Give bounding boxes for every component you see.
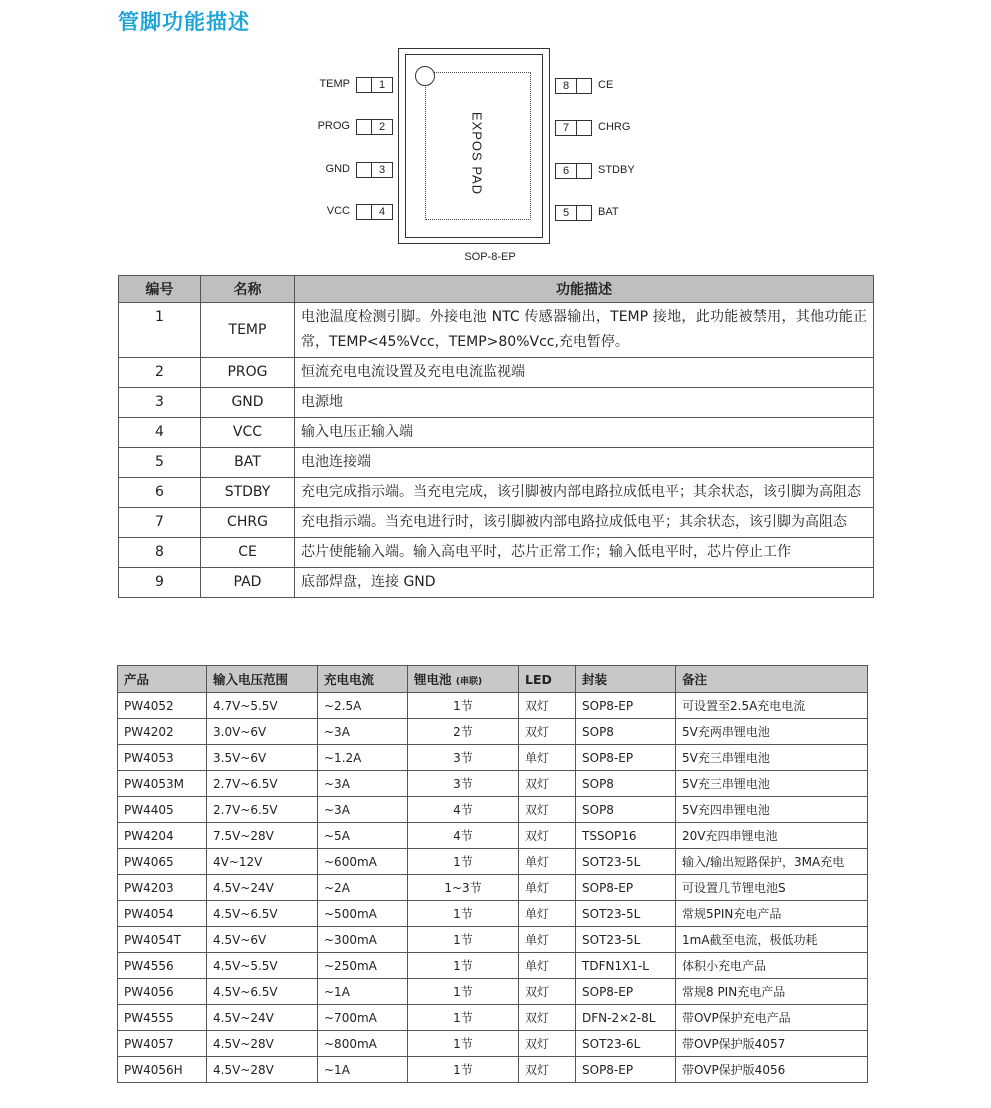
product-cell: PW4556 (118, 953, 207, 979)
table-row (118, 849, 868, 875)
product-cell: PW4052 (118, 693, 207, 719)
note-cell: 带OVP保护版4056 (676, 1057, 868, 1083)
package-cell: SOP8-EP (576, 875, 676, 901)
led-cell: 单灯 (519, 849, 576, 875)
pin-number: 4 (371, 204, 393, 220)
package-cell: SOP8-EP (576, 745, 676, 771)
current-cell: ~3A (318, 719, 408, 745)
pin-6 (550, 163, 650, 179)
current-cell: ~1.2A (318, 745, 408, 771)
table-row (119, 388, 874, 418)
package-cell: SOT23-5L (576, 901, 676, 927)
product-cell: PW4204 (118, 823, 207, 849)
cells-cell: 4节 (408, 797, 519, 823)
voltage-cell: 3.0V~6V (207, 719, 318, 745)
header-text: 锂电池 (414, 672, 452, 687)
table-row (119, 478, 874, 508)
current-cell: ~2A (318, 875, 408, 901)
pin-lead (356, 119, 372, 135)
pin-name: BAT (598, 206, 619, 218)
table-row (119, 568, 874, 598)
package-cell: DFN-2×2-8L (576, 1005, 676, 1031)
table-row (119, 538, 874, 568)
voltage-cell: 2.7V~6.5V (207, 797, 318, 823)
cells-cell: 1节 (408, 1057, 519, 1083)
current-cell: ~1A (318, 1057, 408, 1083)
table-row (119, 418, 874, 448)
table-row (119, 358, 874, 388)
pin-lead (356, 204, 372, 220)
table-row (118, 979, 868, 1005)
header-subtext: (串联) (455, 677, 483, 687)
led-cell: 双灯 (519, 1031, 576, 1057)
pin-description-cell: 充电完成指示端。当充电完成，该引脚被内部电路拉成低电平；其余状态，该引脚为高阻态 (295, 478, 874, 508)
product-cell: PW4405 (118, 797, 207, 823)
header-cell: 产品 (118, 666, 207, 693)
current-cell: ~3A (318, 771, 408, 797)
note-cell: 体积小充电产品 (676, 953, 868, 979)
pin-name: STDBY (598, 164, 635, 176)
package-cell: SOP8 (576, 771, 676, 797)
table-row (118, 953, 868, 979)
led-cell: 双灯 (519, 979, 576, 1005)
product-cell: PW4054T (118, 927, 207, 953)
package-cell: SOP8-EP (576, 1057, 676, 1083)
pin-2 (300, 119, 398, 135)
package-cell: TDFN1X1-L (576, 953, 676, 979)
table-row (118, 927, 868, 953)
package-cell: SOP8-EP (576, 979, 676, 1005)
pin1-marker-icon (415, 66, 435, 86)
cells-cell: 1节 (408, 953, 519, 979)
voltage-cell: 4.5V~6V (207, 927, 318, 953)
pin-3 (300, 162, 398, 178)
pin-number: 6 (555, 163, 577, 179)
pin-description-cell: 电池连接端 (295, 448, 874, 478)
voltage-cell: 4.5V~5.5V (207, 953, 318, 979)
table-row (118, 693, 868, 719)
package-cell: SOT23-5L (576, 927, 676, 953)
table-header-row (118, 666, 868, 693)
table-header-row (119, 276, 874, 303)
note-cell: 5V充四串锂电池 (676, 797, 868, 823)
pin-lead (576, 120, 592, 136)
cells-cell: 2节 (408, 719, 519, 745)
voltage-cell: 4.7V~5.5V (207, 693, 318, 719)
led-cell: 单灯 (519, 953, 576, 979)
current-cell: ~800mA (318, 1031, 408, 1057)
pin-description-cell: 底部焊盘，连接 GND (295, 568, 874, 598)
note-cell: 可设置几节锂电池S (676, 875, 868, 901)
pin-name-cell: PROG (201, 358, 295, 388)
voltage-cell: 3.5V~6V (207, 745, 318, 771)
note-cell: 1mA截至电流，极低功耗 (676, 927, 868, 953)
product-cell: PW4054 (118, 901, 207, 927)
cells-cell: 3节 (408, 771, 519, 797)
pad-label: EXPOS PAD (469, 111, 485, 196)
note-cell: 5V充三串锂电池 (676, 745, 868, 771)
package-cell: TSSOP16 (576, 823, 676, 849)
pin-number-cell: 1 (119, 303, 201, 358)
led-cell: 双灯 (519, 1057, 576, 1083)
pin-description-cell: 充电指示端。当充电进行时，该引脚被内部电路拉成低电平；其余状态，该引脚为高阻态 (295, 508, 874, 538)
table-row (118, 719, 868, 745)
table-row (118, 1005, 868, 1031)
pin-number: 2 (371, 119, 393, 135)
pin-lead (356, 162, 372, 178)
package-cell: SOT23-6L (576, 1031, 676, 1057)
note-cell: 带OVP保护版4057 (676, 1031, 868, 1057)
pin-number-cell: 2 (119, 358, 201, 388)
pin-8 (550, 78, 650, 94)
led-cell: 双灯 (519, 719, 576, 745)
current-cell: ~500mA (318, 901, 408, 927)
package-cell: SOT23-5L (576, 849, 676, 875)
table-row (118, 1031, 868, 1057)
note-cell: 带OVP保护充电产品 (676, 1005, 868, 1031)
voltage-cell: 4V~12V (207, 849, 318, 875)
pin-name-cell: CE (201, 538, 295, 568)
voltage-cell: 7.5V~28V (207, 823, 318, 849)
pin-name: CE (598, 79, 614, 91)
pin-name: VCC (326, 205, 350, 217)
product-cell: PW4065 (118, 849, 207, 875)
pin-name: PROG (317, 120, 350, 132)
voltage-cell: 4.5V~24V (207, 875, 318, 901)
product-table (117, 665, 868, 1083)
table-row (118, 797, 868, 823)
pin-name-cell: TEMP (201, 303, 295, 358)
current-cell: ~700mA (318, 1005, 408, 1031)
cells-cell: 3节 (408, 745, 519, 771)
note-cell: 5V充三串锂电池 (676, 771, 868, 797)
voltage-cell: 4.5V~24V (207, 1005, 318, 1031)
product-cell: PW4053M (118, 771, 207, 797)
pin-description-cell: 输入电压正输入端 (295, 418, 874, 448)
package-cell: SOP8 (576, 797, 676, 823)
pin-number-cell: 7 (119, 508, 201, 538)
pin-lead (576, 163, 592, 179)
pin-name: CHRG (598, 121, 631, 133)
note-cell: 5V充两串锂电池 (676, 719, 868, 745)
product-cell: PW4203 (118, 875, 207, 901)
pin-number-cell: 5 (119, 448, 201, 478)
product-cell: PW4057 (118, 1031, 207, 1057)
pin-5 (550, 205, 650, 221)
pin-number-cell: 8 (119, 538, 201, 568)
package-label: SOP-8-EP (464, 251, 516, 263)
table-row (118, 823, 868, 849)
note-cell: 常规8 PIN充电产品 (676, 979, 868, 1005)
current-cell: ~1A (318, 979, 408, 1005)
table-row (119, 508, 874, 538)
cells-cell: 1节 (408, 927, 519, 953)
pin-lead (356, 77, 372, 93)
product-cell: PW4053 (118, 745, 207, 771)
pin-7 (550, 120, 650, 136)
pin-lead (576, 205, 592, 221)
pin-name-cell: GND (201, 388, 295, 418)
note-cell: 输入/输出短路保护，3MA充电 (676, 849, 868, 875)
header-cell: 封装 (576, 666, 676, 693)
pin-description-cell: 芯片使能输入端。输入高电平时，芯片正常工作；输入低电平时，芯片停止工作 (295, 538, 874, 568)
voltage-cell: 4.5V~28V (207, 1057, 318, 1083)
header-cell: 输入电压范围 (207, 666, 318, 693)
current-cell: ~600mA (318, 849, 408, 875)
cells-cell: 1节 (408, 1031, 519, 1057)
led-cell: 单灯 (519, 875, 576, 901)
note-cell: 常规5PIN充电产品 (676, 901, 868, 927)
table-row (118, 875, 868, 901)
cells-cell: 4节 (408, 823, 519, 849)
table-row (119, 448, 874, 478)
table-row (118, 901, 868, 927)
cells-cell: 1节 (408, 901, 519, 927)
led-cell: 单灯 (519, 927, 576, 953)
cells-cell: 1节 (408, 693, 519, 719)
header-cell: 名称 (201, 276, 295, 303)
pin-number-cell: 4 (119, 418, 201, 448)
note-cell: 可设置至2.5A充电电流 (676, 693, 868, 719)
current-cell: ~5A (318, 823, 408, 849)
pin-number: 3 (371, 162, 393, 178)
pin-number: 8 (555, 78, 577, 94)
product-cell: PW4202 (118, 719, 207, 745)
package-cell: SOP8 (576, 719, 676, 745)
current-cell: ~250mA (318, 953, 408, 979)
led-cell: 单灯 (519, 901, 576, 927)
voltage-cell: 4.5V~6.5V (207, 901, 318, 927)
pin-number: 1 (371, 77, 393, 93)
header-cell: 功能描述 (295, 276, 874, 303)
cells-cell: 1节 (408, 979, 519, 1005)
pin-1 (300, 77, 398, 93)
pin-name-cell: VCC (201, 418, 295, 448)
header-cell (408, 666, 519, 693)
voltage-cell: 4.5V~28V (207, 1031, 318, 1057)
pin-lead (576, 78, 592, 94)
current-cell: ~3A (318, 797, 408, 823)
led-cell: 双灯 (519, 693, 576, 719)
led-cell: 双灯 (519, 771, 576, 797)
pin-number: 7 (555, 120, 577, 136)
table-row (119, 303, 874, 358)
header-cell: 充电电流 (318, 666, 408, 693)
led-cell: 单灯 (519, 745, 576, 771)
section-title: 管脚功能描述 (118, 10, 250, 34)
pin-name: TEMP (319, 78, 350, 90)
pin-number-cell: 6 (119, 478, 201, 508)
pin-name: GND (325, 163, 350, 175)
pin-description-cell: 恒流充电电流设置及充电电流监视端 (295, 358, 874, 388)
pin-description-cell: 电池温度检测引脚。外接电池 NTC 传感器输出，TEMP 接地，此功能被禁用，其他功能正常，TEMP<45%Vcc，TEMP>80%Vcc,充电暂停。 (295, 303, 874, 358)
voltage-cell: 4.5V~6.5V (207, 979, 318, 1005)
package-cell: SOP8-EP (576, 693, 676, 719)
pin-function-table (118, 275, 874, 598)
pin-name-cell: PAD (201, 568, 295, 598)
cells-cell: 1~3节 (408, 875, 519, 901)
pin-name-cell: CHRG (201, 508, 295, 538)
product-cell: PW4555 (118, 1005, 207, 1031)
voltage-cell: 2.7V~6.5V (207, 771, 318, 797)
table-row (118, 771, 868, 797)
pin-name-cell: STDBY (201, 478, 295, 508)
led-cell: 双灯 (519, 797, 576, 823)
table-row (118, 745, 868, 771)
pin-number-cell: 3 (119, 388, 201, 418)
pin-number-cell: 9 (119, 568, 201, 598)
current-cell: ~300mA (318, 927, 408, 953)
header-cell: 备注 (676, 666, 868, 693)
product-cell: PW4056 (118, 979, 207, 1005)
pin-4 (300, 204, 398, 220)
header-cell: LED (519, 666, 576, 693)
table-row (118, 1057, 868, 1083)
pin-number: 5 (555, 205, 577, 221)
current-cell: ~2.5A (318, 693, 408, 719)
product-cell: PW4056H (118, 1057, 207, 1083)
note-cell: 20V充四串锂电池 (676, 823, 868, 849)
led-cell: 双灯 (519, 1005, 576, 1031)
cells-cell: 1节 (408, 849, 519, 875)
pin-description-cell: 电源地 (295, 388, 874, 418)
led-cell: 双灯 (519, 823, 576, 849)
header-cell: 编号 (119, 276, 201, 303)
cells-cell: 1节 (408, 1005, 519, 1031)
pin-name-cell: BAT (201, 448, 295, 478)
